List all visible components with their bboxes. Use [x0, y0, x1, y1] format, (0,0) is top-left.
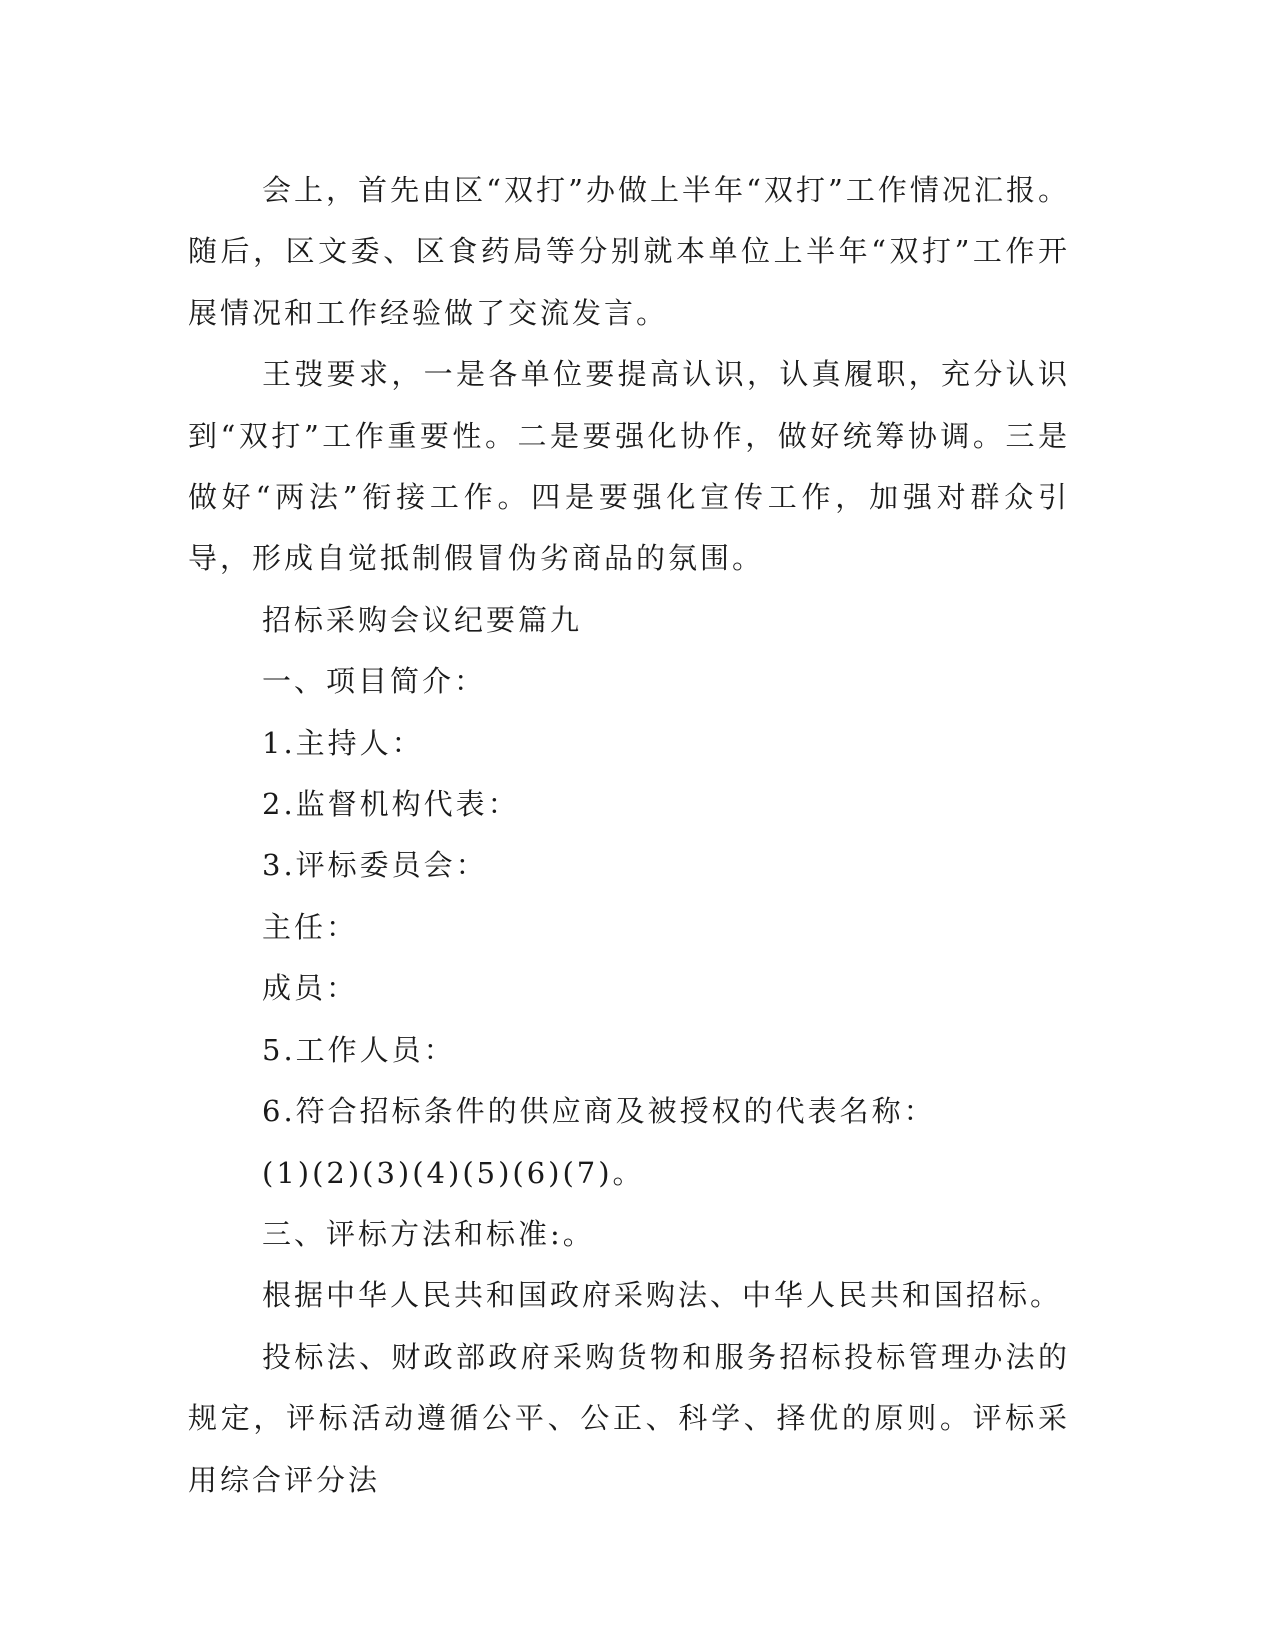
- paragraph-evaluation-principles: 投标法、财政部政府采购货物和服务招标投标管理办法的规定，评标活动遵循公平、公正、科学、择优的原则。评标采用综合评分法: [188, 1339, 1070, 1497]
- item-legal-basis: 根据中华人民共和国政府采购法、中华人民共和国招标。: [262, 1278, 1063, 1313]
- paragraph-requirements: 王弢要求，一是各单位要提高认识，认真履职，充分认识到“双打”工作重要性。二是要强化协作，做好统筹协调。三是做好“两法”衔接工作。四是要强化宣传工作，加强对群众引导，形成自觉抵制假冒伪劣商品的氛围。: [188, 357, 1070, 576]
- document-body: [188, 160, 1070, 1511]
- item-members: 成员：: [262, 971, 359, 1006]
- subsection-evaluation-method: 三、评标方法和标准:。: [262, 1216, 595, 1251]
- item-director: 主任：: [262, 909, 359, 944]
- item-staff: 5.工作人员：: [262, 1032, 456, 1067]
- item-host: 1.主持人：: [262, 725, 424, 760]
- subsection-project-intro: 一、项目简介：: [262, 664, 487, 699]
- item-committee: 3.评标委员会：: [262, 848, 488, 883]
- item-supervisor: 2.监督机构代表：: [262, 787, 520, 822]
- item-suppliers: 6.符合招标条件的供应商及被授权的代表名称：: [262, 1094, 936, 1129]
- paragraph-meeting-report: 会上，首先由区“双打”办做上半年“双打”工作情况汇报。随后，区文委、区食药局等分别就本单位上半年“双打”工作开展情况和工作经验做了交流发言。: [188, 173, 1070, 330]
- item-supplier-list: (1)(2)(3)(4)(5)(6)(7)。: [262, 1155, 645, 1190]
- section-heading: 招标采购会议纪要篇九: [262, 602, 583, 637]
